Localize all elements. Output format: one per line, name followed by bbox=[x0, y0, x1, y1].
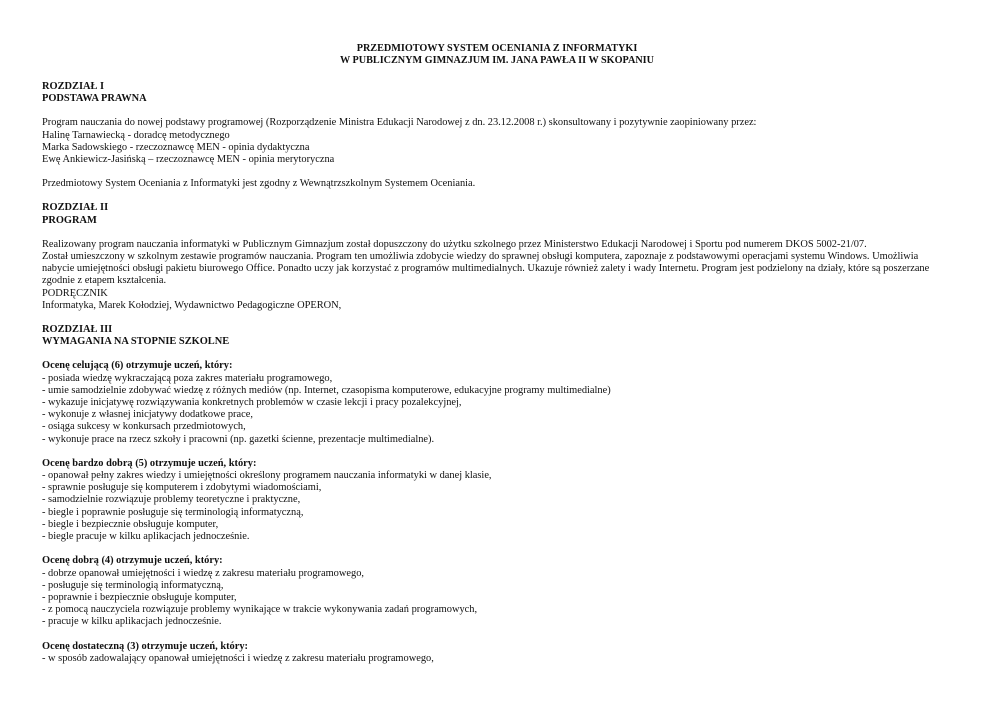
grade-5-section bbox=[42, 458, 952, 543]
title-line-2: W PUBLICZNYM GIMNAZJUM IM. JANA PAWŁA II W SKOPANIU bbox=[339, 55, 655, 66]
reviewer-3: Ewę Ankiewicz-Jasińską – rzeczoznawcę MEN - opinia merytoryczna bbox=[42, 154, 335, 166]
document-title bbox=[42, 43, 952, 67]
reviewer-2: Marka Sadowskiego - rzeczoznawcę MEN - opinia dydaktyczna bbox=[42, 141, 310, 153]
grade-3-section bbox=[42, 641, 952, 665]
chapter-3-number: ROZDZIAŁ III bbox=[42, 324, 113, 336]
title-line-1: PRZEDMIOTOWY SYSTEM OCENIANIA Z INFORMATYKI bbox=[356, 43, 638, 54]
legal-basis-intro: Program nauczania do nowej podstawy programowej (Rozporządzenie Ministra Edukacji Narodowej z dn. 23.12.2008 r.) skonsultowany i pozytywnie zaopiniowany przez: bbox=[42, 117, 757, 129]
program-approval: Realizowany program nauczania informatyki w Publicznym Gimnazjum został dopuszczony do użytku szkolnego przez Ministerstwo Edukacji Narodowej i Sportu pod numerem DKOS 5002-21/07. bbox=[42, 238, 867, 250]
chapter-1-heading bbox=[42, 81, 952, 105]
chapter-3-heading bbox=[42, 324, 952, 348]
grade-4-item: - posługuje się terminologią informatyczną, bbox=[42, 579, 224, 591]
legal-basis-paragraph bbox=[42, 117, 952, 166]
grade-4-section bbox=[42, 555, 952, 628]
document-content bbox=[42, 43, 952, 674]
grade-5-title: Ocenę bardzo dobrą (5) otrzymuje uczeń, który: bbox=[42, 457, 257, 469]
grade-5-item: - samodzielnie rozwiązuje problemy teoretyczne i praktyczne, bbox=[42, 494, 301, 506]
program-paragraph bbox=[42, 239, 952, 312]
reviewer-1: Halinę Tarnawiecką - doradcę metodycznego bbox=[42, 129, 230, 141]
handbook-info: Informatyka, Marek Kołodziej, Wydawnictwo Pedagogiczne OPERON, bbox=[42, 299, 342, 311]
grade-4-item: - dobrze opanował umiejętności i wiedzę z zakresu materiału programowego, bbox=[42, 567, 364, 579]
grade-6-item: - wykonuje z własnej inicjatywy dodatkowe prace, bbox=[42, 409, 253, 421]
chapter-3-name: WYMAGANIA NA STOPNIE SZKOLNE bbox=[42, 336, 230, 348]
grade-4-title: Ocenę dobrą (4) otrzymuje uczeń, który: bbox=[42, 555, 223, 567]
grade-6-item: - wykazuje inicjatywę rozwiązywania konkretnych problemów w czasie lekcji i pracy pozalekcyjnej, bbox=[42, 397, 462, 409]
chapter-2-heading bbox=[42, 202, 952, 226]
grade-6-item: - wykonuje prace na rzecz szkoły i pracowni (np. gazetki ścienne, prezentacje multimedialne). bbox=[42, 433, 435, 445]
grade-4-item: - poprawnie i bezpiecznie obsługuje komputer, bbox=[42, 591, 237, 603]
chapter-1-name: PODSTAWA PRAWNA bbox=[42, 93, 147, 105]
grade-4-item: - pracuje w kilku aplikacjach jednocześnie. bbox=[42, 616, 222, 628]
chapter-1-number: ROZDZIAŁ I bbox=[42, 81, 105, 92]
grade-6-section bbox=[42, 360, 952, 445]
grade-6-title: Ocenę celującą (6) otrzymuje uczeń, który: bbox=[42, 360, 233, 372]
program-description: Został umieszczony w szkolnym zestawie programów nauczania. Program ten umożliwia zdobycie wiedzy do sprawnej obsługi komputera, zapoznaje z podstawowymi operacjami systemu Windows. Umożliwia nabycie umiejętności obsługi pakietu biurowego Office. Ponadto uczy jak korzystać z programów multimedialnych. Ukazuje również zalety i wady Internetu. Program jest podzielony na działy, które są poszerzane zgodnie z etapem kształcenia. bbox=[42, 251, 930, 287]
grade-6-item: - osiąga sukcesy w konkursach przedmiotowych, bbox=[42, 421, 246, 433]
chapter-2-name: PROGRAM bbox=[42, 214, 97, 226]
chapter-2-number: ROZDZIAŁ II bbox=[42, 202, 109, 214]
grade-3-title: Ocenę dostateczną (3) otrzymuje uczeń, który: bbox=[42, 640, 249, 652]
grade-3-item: - w sposób zadowalający opanował umiejętności i wiedzę z zakresu materiału programowego, bbox=[42, 652, 434, 664]
conformity-paragraph bbox=[42, 178, 952, 190]
grade-6-item: - posiada wiedzę wykraczającą poza zakres materiału programowego, bbox=[42, 372, 333, 384]
grade-5-item: - biegle i poprawnie posługuje się terminologią informatyczną, bbox=[42, 506, 304, 518]
handbook-label: PODRĘCZNIK bbox=[42, 287, 108, 299]
grade-5-item: - biegle pracuje w kilku aplikacjach jednocześnie. bbox=[42, 531, 250, 543]
conformity-text: Przedmiotowy System Oceniania z Informatyki jest zgodny z Wewnątrzszkolnym Systemem Oceniania. bbox=[42, 178, 476, 190]
grade-5-item: - biegle i bezpiecznie obsługuje komputer, bbox=[42, 518, 219, 530]
grade-4-item: - z pomocą nauczyciela rozwiązuje problemy wynikające w trakcie wykonywania zadań programowych, bbox=[42, 604, 478, 616]
grade-5-item: - opanował pełny zakres wiedzy i umiejętności określony programem nauczania informatyki w danej klasie, bbox=[42, 470, 492, 482]
grade-6-item: - umie samodzielnie zdobywać wiedzę z różnych mediów (np. Internet, czasopisma komputerowe, edukacyjne programy multimedialne) bbox=[42, 384, 611, 396]
grade-5-item: - sprawnie posługuje się komputerem i zdobytymi wiadomościami, bbox=[42, 482, 322, 494]
